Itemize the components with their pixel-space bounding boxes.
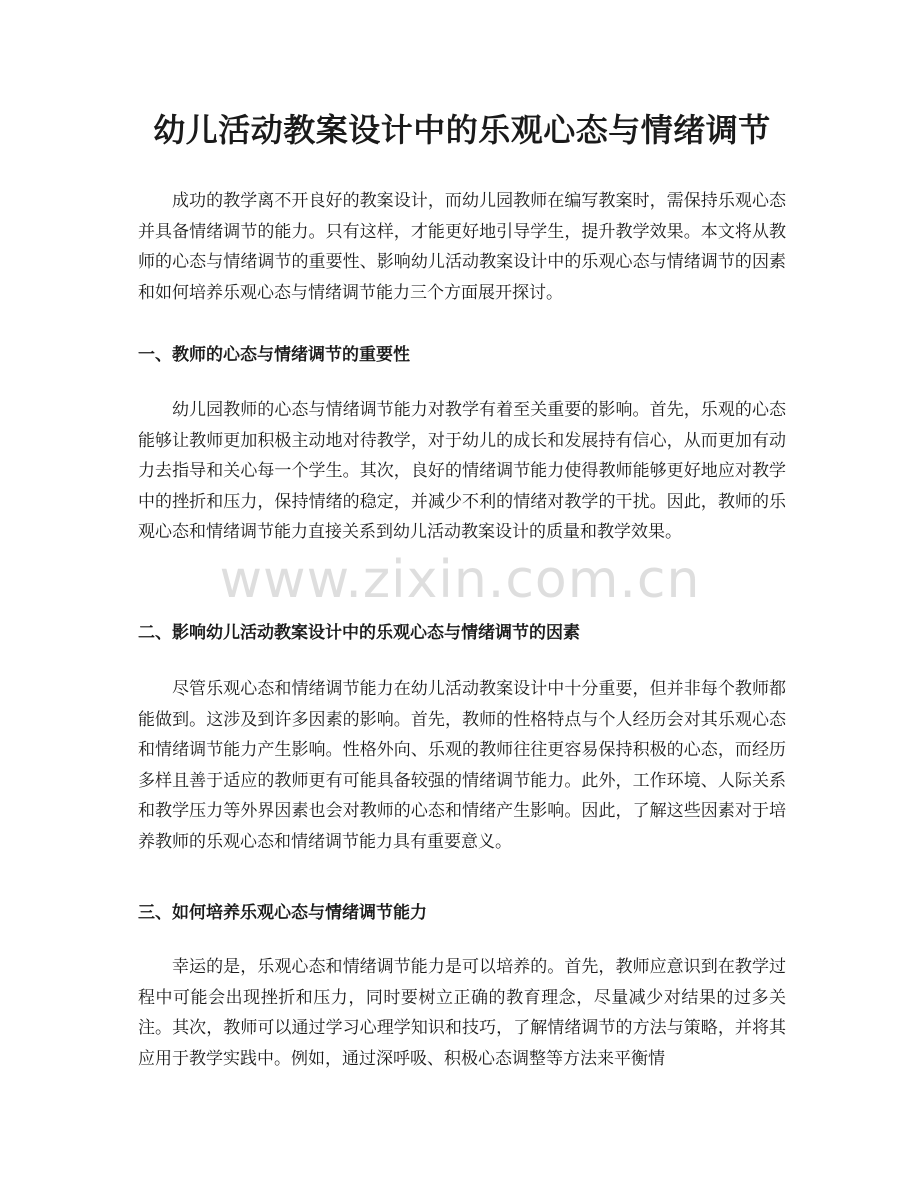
section-heading-1: 一、教师的心态与情绪调节的重要性 bbox=[138, 345, 410, 365]
section-body-3: 幸运的是，乐观心态和情绪调节能力是可以培养的。首先，教师应意识到在教学过程中可能会出现挫折和压力，同时要树立正确的教育理念，尽量减少对结果的过多关注。其次，教师可以通过学习心理学知识和技巧，了解情绪调节的方法与策略，并将其应用于教学实践中。例如，通过深呼吸、积极心态调整等方法来平衡情 bbox=[138, 957, 786, 1069]
section-body-1: 幼儿园教师的心态与情绪调节能力对教学有着至关重要的影响。首先，乐观的心态能够让教师更加积极主动地对待教学，对于幼儿的成长和发展持有信心，从而更加有动力去指导和关心每一个学生。其次，良好的情绪调节能力使得教师能够更好地应对教学中的挫折和压力，保持情绪的稳定，并减少不利的情绪对教学的干扰。因此，教师的乐观心态和情绪调节能力直接关系到幼儿活动教案设计的质量和教学效果。 bbox=[138, 400, 786, 542]
document-title: 幼儿活动教案设计中的乐观心态与情绪调节 bbox=[153, 111, 771, 149]
section-heading-2: 二、影响幼儿活动教案设计中的乐观心态与情绪调节的因素 bbox=[138, 623, 580, 643]
section-heading-3: 三、如何培养乐观心态与情绪调节能力 bbox=[138, 903, 427, 923]
watermark: www.zixin.com.cn bbox=[219, 550, 701, 610]
intro-paragraph: 成功的教学离不开良好的教案设计，而幼儿园教师在编写教案时，需保持乐观心态并具备情绪调节的能力。只有这样，才能更好地引导学生，提升教学效果。本文将从教师的心态与情绪调节的重要性、影响幼儿活动教案设计中的乐观心态与情绪调节的因素和如何培养乐观心态与情绪调节能力三个方面展开探讨。 bbox=[138, 191, 786, 303]
section-body-2: 尽管乐观心态和情绪调节能力在幼儿活动教案设计中十分重要，但并非每个教师都能做到。这涉及到许多因素的影响。首先，教师的性格特点与个人经历会对其乐观心态和情绪调节能力产生影响。性格外向、乐观的教师往往更容易保持积极的心态，而经历多样且善于适应的教师更有可能具备较强的情绪调节能力。此外，工作环境、人际关系和教学压力等外界因素也会对教师的心态和情绪产生影响。因此，了解这些因素对于培养教师的乐观心态和情绪调节能力具有重要意义。 bbox=[138, 679, 786, 852]
